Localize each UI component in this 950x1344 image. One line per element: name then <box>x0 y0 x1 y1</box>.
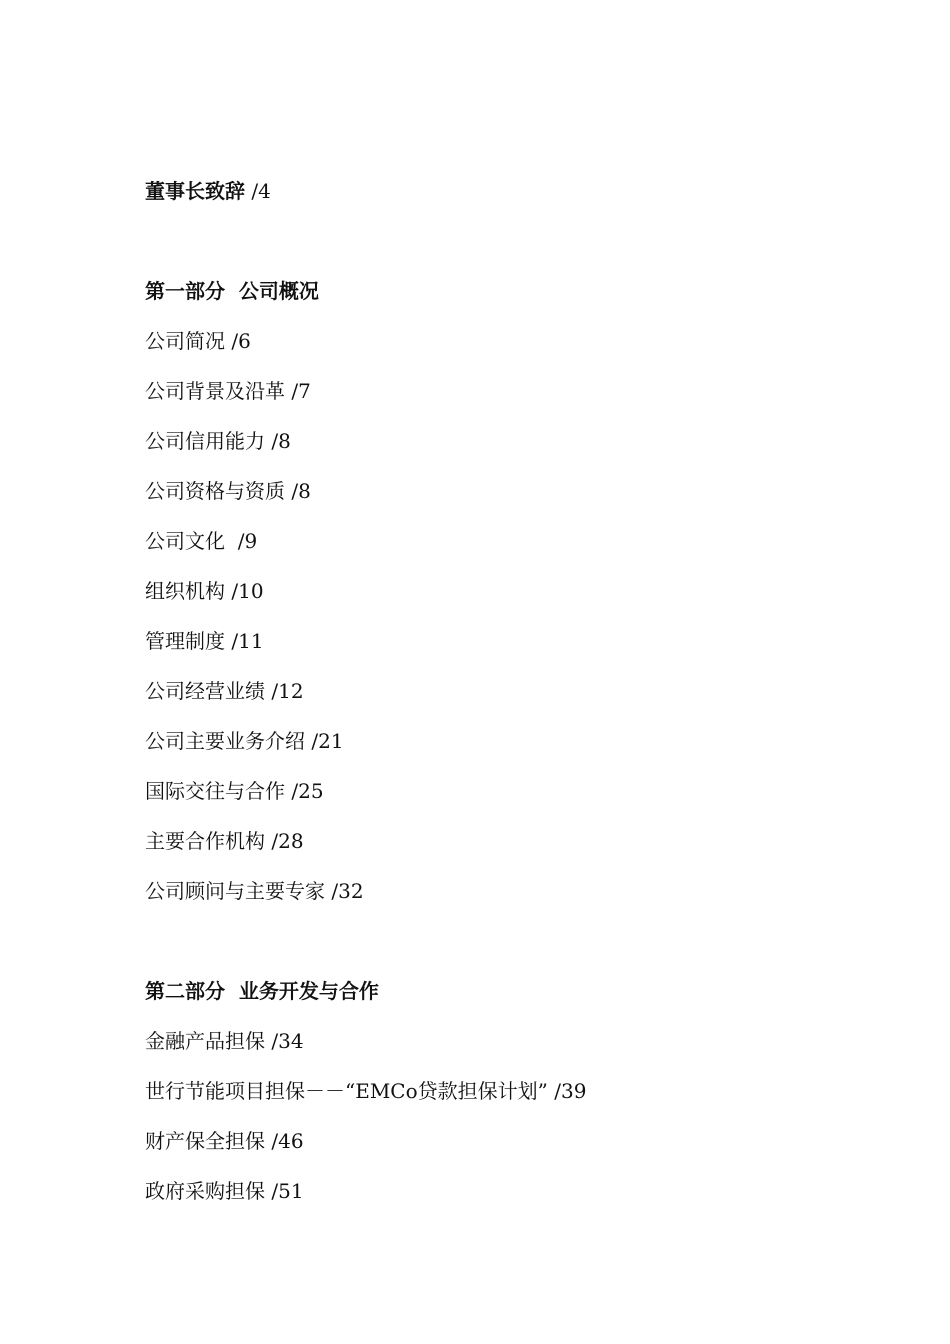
toc-entry[interactable]: 公司简况 /6 <box>145 329 251 353</box>
toc-entry[interactable]: 公司顾问与主要专家 /32 <box>145 879 364 903</box>
preface-title: 董事长致辞 <box>145 179 245 203</box>
toc-entry[interactable]: 国际交往与合作 /25 <box>145 779 324 803</box>
toc-entry[interactable]: 政府采购担保 /51 <box>145 1179 304 1203</box>
toc-entry[interactable]: 公司经营业绩 /12 <box>145 679 304 703</box>
preface-entry[interactable] <box>145 166 905 216</box>
toc-entry[interactable]: 公司信用能力 /8 <box>145 429 291 453</box>
toc-entry[interactable]: 公司背景及沿革 /7 <box>145 379 311 403</box>
spacer <box>145 216 905 266</box>
toc-entry[interactable]: 公司主要业务介绍 /21 <box>145 729 344 753</box>
toc-entry[interactable]: 公司资格与资质 /8 <box>145 479 311 503</box>
spacer <box>145 916 905 966</box>
part2-heading: 第二部分 业务开发与合作 <box>145 979 379 1003</box>
part1-heading: 第一部分 公司概况 <box>145 279 319 303</box>
toc-entry[interactable]: 金融产品担保 /34 <box>145 1029 304 1053</box>
toc-entry[interactable]: 管理制度 /11 <box>145 629 264 653</box>
toc-entry[interactable]: 世行节能项目担保－－“EMCo贷款担保计划” /39 <box>145 1079 587 1103</box>
table-of-contents <box>145 166 905 1216</box>
preface-page: /4 <box>245 179 271 203</box>
toc-entry[interactable]: 主要合作机构 /28 <box>145 829 304 853</box>
toc-entry[interactable]: 组织机构 /10 <box>145 579 264 603</box>
toc-entry[interactable]: 公司文化 /9 <box>145 529 258 553</box>
toc-entry[interactable]: 财产保全担保 /46 <box>145 1129 304 1153</box>
